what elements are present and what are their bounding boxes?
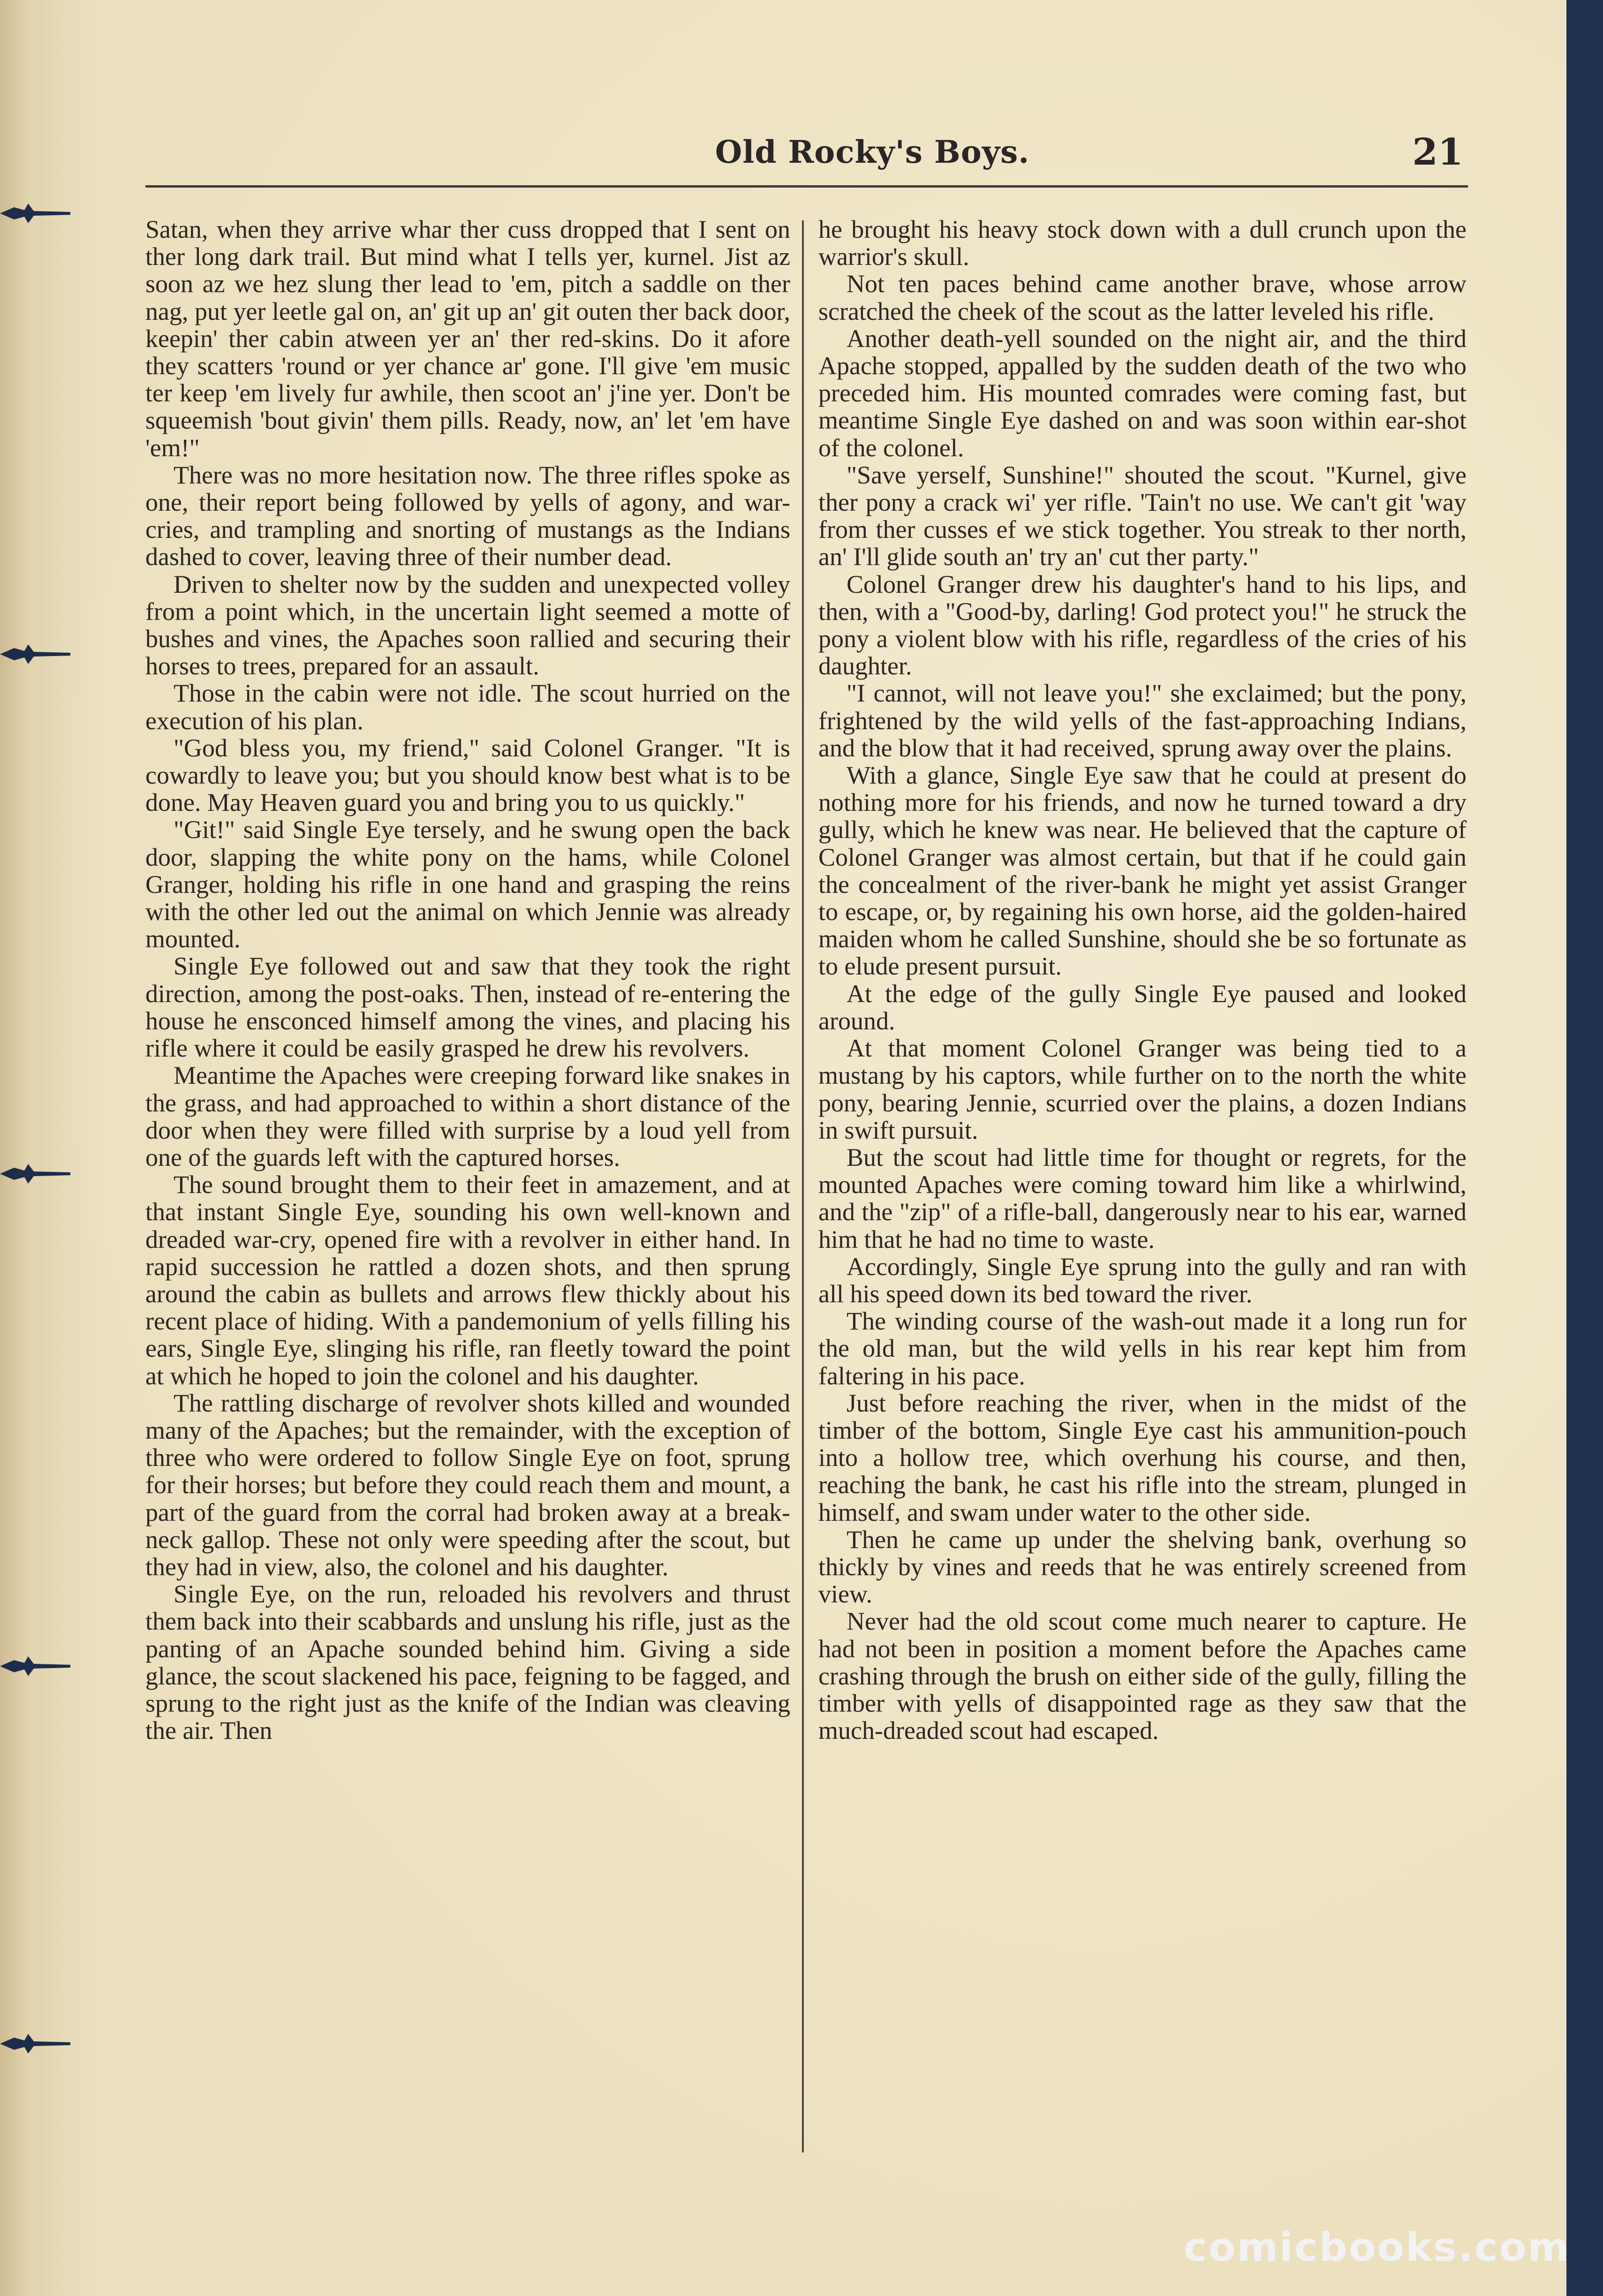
- running-title: Old Rocky's Boys.: [715, 134, 1030, 170]
- paragraph: Single Eye, on the run, reloaded his revolvers and thrust them back into their scabbards and unslung his rifle, just as the panting of an Apache sounded behind him. Giving a side glance, the scout slackened his pace, feigning to be fagged, and sprung to the right just as the knife of the Indian was cleaving the air. Then: [145, 1580, 790, 1745]
- binding-stitch: [0, 1655, 70, 1677]
- paragraph: At that moment Colonel Granger was being tied to a mustang by his captors, while further on to the north the white pony, bearing Jennie, scurried over the plains, a dozen Indians in swift pursuit.: [818, 1034, 1467, 1144]
- page-number: 21: [1412, 131, 1463, 174]
- paragraph: Never had the old scout come much nearer to capture. He had not been in position a moment before the Apaches came crashing through the brush on either side of the gully, filling the timber with yells of disappointed rage as they saw that the much-dreaded scout had escaped.: [818, 1607, 1467, 1745]
- paragraph: With a glance, Single Eye saw that he could at present do nothing more for his friends, and now he turned toward a dry gully, which he knew was near. He believed that the capture of Colonel Granger was almost certain, but that if he could gain the concealment of the river-bank he might yet assist Granger to escape, or, by regaining his own horse, aid the golden-haired maiden whom he called Sunshine, should she be so fortunate as to elude present pursuit.: [818, 761, 1467, 981]
- binding-margin: [0, 0, 66, 2296]
- paragraph: Colonel Granger drew his daughter's hand to his lips, and then, with a "Good-by, darling! God protect you!" he struck the pony a violent blow with his rifle, regardless of the cries of his daughter.: [818, 570, 1467, 680]
- paragraph: But the scout had little time for thought or regrets, for the mounted Apaches were coming toward him like a whirlwind, and the "zip" of a rifle-ball, dangerously near to his ear, warned him that he had no time to waste.: [818, 1143, 1467, 1254]
- paragraph: "Git!" said Single Eye tersely, and he swung open the back door, slapping the white pony on the hams, while Colonel Granger, holding his rifle in one hand and grasping the reins with the other led out the animal on which Jennie was already mounted.: [145, 816, 790, 953]
- paragraph: The winding course of the wash-out made it a long run for the old man, but the wild yells in his rear kept him from faltering in his pace.: [818, 1307, 1467, 1390]
- binding-stitch: [0, 643, 70, 665]
- paragraph: Just before reaching the river, when in the midst of the timber of the bottom, Single Eye cast his ammunition-pouch into a hollow tree, which overhung his course, and then, reaching the bank, he cast his rifle into the stream, plunged in himself, and swam under water to the other side.: [818, 1389, 1467, 1526]
- paragraph: "God bless you, my friend," said Colonel Granger. "It is cowardly to leave you; but you should know best what is to be done. May Heaven guard you and bring you to us quickly.": [145, 733, 790, 817]
- paragraph: There was no more hesitation now. The three rifles spoke as one, their report being followed by yells of agony, and war-cries, and trampling and snorting of mustangs as the Indians dashed to cover, leaving three of their number dead.: [145, 461, 790, 571]
- paragraph: Those in the cabin were not idle. The scout hurried on the execution of his plan.: [145, 679, 790, 735]
- paragraph: Accordingly, Single Eye sprung into the gully and ran with all his speed down its bed toward the river.: [818, 1252, 1467, 1308]
- paragraph: The rattling discharge of revolver shots killed and wounded many of the Apaches; but the remainder, with the exception of three who were ordered to follow Single Eye on foot, sprung for their horses; but before they could reach them and mount, a part of the guard from the corral had broken away at a break-neck gallop. These not only were speeding after the scout, but they had in view, also, the colonel and his daughter.: [145, 1389, 790, 1581]
- left-text-column: [145, 216, 790, 1744]
- paragraph: Then he came up under the shelving bank, overhung so thickly by vines and reeds that he was entirely screened from view.: [818, 1525, 1467, 1609]
- paragraph: At the edge of the gully Single Eye paused and looked around.: [818, 979, 1467, 1035]
- paragraph: Another death-yell sounded on the night air, and the third Apache stopped, appalled by the sudden death of the two who preceded him. His mounted comrades were coming fast, but meantime Single Eye dashed on and was soon within ear-shot of the colonel.: [818, 324, 1467, 462]
- binding-stitch: [0, 1163, 70, 1185]
- paragraph: Meantime the Apaches were creeping forward like snakes in the grass, and had approached to within a short distance of the door when they were filled with surprise by a loud yell from one of the guards left with the captured horses.: [145, 1061, 790, 1171]
- watermark: comicbooks.com: [1184, 2224, 1570, 2270]
- paragraph: Single Eye followed out and saw that they took the right direction, among the post-oaks. Then, instead of re-entering the house he ensconced himself among the vines, and placing his rifle where it could be easily grasped he drew his revolvers.: [145, 952, 790, 1063]
- paragraph: "Save yerself, Sunshine!" shouted the scout. "Kurnel, give ther pony a crack wi' yer rifle. 'Tain't no use. We can't git 'way from ther cusses ef we stick together. You streak to ther north, an' I'll glide south an' try an' cut ther party.": [818, 461, 1467, 571]
- binding-stitch: [0, 2033, 70, 2054]
- binding-stitch: [0, 203, 70, 224]
- paragraph: he brought his heavy stock down with a dull crunch upon the warrior's skull.: [818, 215, 1467, 271]
- page-header: [145, 131, 1468, 188]
- paragraph: Satan, when they arrive whar ther cuss dropped that I sent on ther long dark trail. But mind what I tells yer, kurnel. Jist az soon az we hez slung ther lead to 'em, pitch a saddle on ther nag, put yer leetle gal on, an' git up an' git outen ther back door, keepin' ther cabin atween yer an' ther red-skins. Do it afore they scatters 'round or yer chance ar' gone. I'll give 'em music ter keep 'em lively fur awhile, then scoot an' j'ine yer. Don't be squeemish 'bout givin' them pills. Ready, now, an' let 'em have 'em!": [145, 215, 790, 462]
- paragraph: Not ten paces behind came another brave, whose arrow scratched the cheek of the scout as the latter leveled his rifle.: [818, 270, 1467, 325]
- paragraph: The sound brought them to their feet in amazement, and at that instant Single Eye, sounding his own well-known and dreaded war-cry, opened fire with a revolver in either hand. In rapid succession he rattled a dozen shots, and then sprung around the cabin as bullets and arrows flew thickly about his recent place of hiding. With a pandemonium of yells filling his ears, Single Eye, slinging his rifle, ran fleetly toward the point at which he hoped to join the colonel and his daughter.: [145, 1171, 790, 1390]
- right-text-column: [818, 216, 1467, 1744]
- paragraph: "I cannot, will not leave you!" she exclaimed; but the pony, frightened by the wild yells of the fast-approaching Indians, and the blow that it had received, sprung away over the plains.: [818, 679, 1467, 762]
- paragraph: Driven to shelter now by the sudden and unexpected volley from a point which, in the uncertain light seemed a motte of bushes and vines, the Apaches soon rallied and securing their horses to trees, prepared for an assault.: [145, 570, 790, 680]
- column-divider: [802, 220, 804, 2152]
